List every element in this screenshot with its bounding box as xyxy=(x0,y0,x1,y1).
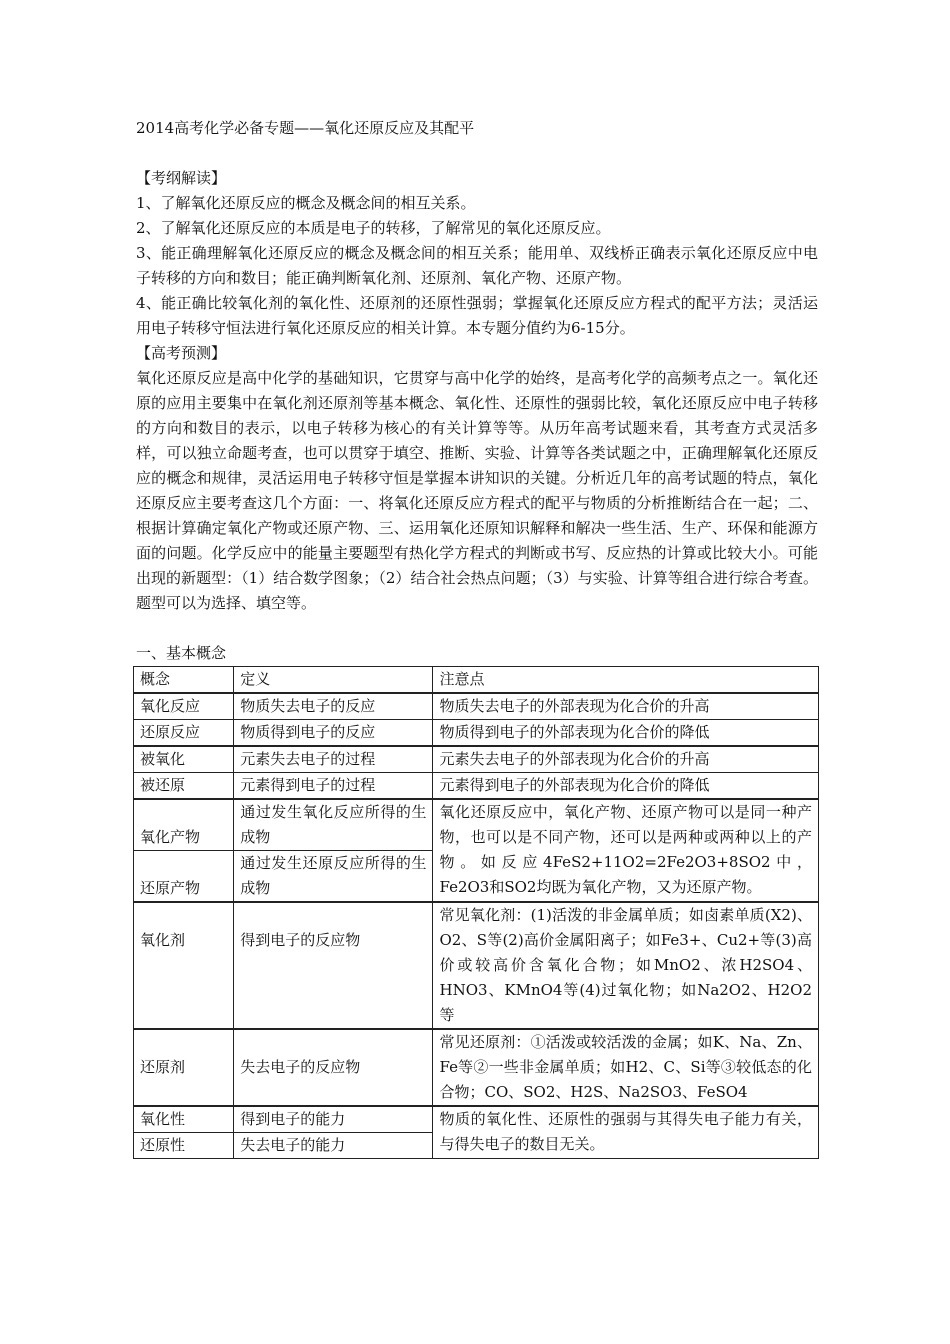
concepts-table xyxy=(133,666,819,1159)
note-cell: 常见还原剂：①活泼或较活泼的金属；如K、Na、Zn、Fe等②一些非金属单质；如H2、C、Si等③较低态的化合物；CO、SO2、H2S、Na2SO3、FeSO4 xyxy=(433,1029,819,1106)
outline-heading: 【考纲解读】 xyxy=(136,169,227,187)
definition-cell: 失去电子的能力 xyxy=(234,1133,433,1159)
outline-item: 3、能正确理解氧化还原反应的概念及概念间的相互关系；能用单、双线桥正确表示氧化还原反应中电子转移的方向和数目；能正确判断氧化剂、还原剂、氧化产物、还原产物。 xyxy=(136,244,818,287)
table-row xyxy=(134,773,819,800)
blank-line xyxy=(136,141,818,166)
definition-cell: 失去电子的反应物 xyxy=(234,1029,433,1106)
concept-cell: 被还原 xyxy=(134,773,234,800)
definition-cell: 得到电子的反应物 xyxy=(234,902,433,1029)
definition-cell: 元素失去电子的过程 xyxy=(234,746,433,773)
note-cell: 物质失去电子的外部表现为化合价的升高 xyxy=(433,693,819,720)
concept-cell: 氧化剂 xyxy=(134,902,234,1029)
table-row xyxy=(134,720,819,747)
concept-cell: 还原剂 xyxy=(134,1029,234,1106)
table-row xyxy=(134,746,819,773)
definition-cell: 物质失去电子的反应 xyxy=(234,693,433,720)
document-title: 2014高考化学必备专题——氧化还原反应及其配平 xyxy=(136,119,475,137)
concept-cell: 氧化反应 xyxy=(134,693,234,720)
note-cell: 物质的氧化性、还原性的强弱与其得失电子能力有关，与得失电子的数目无关。 xyxy=(433,1106,819,1159)
definition-cell: 通过发生还原反应所得的生成物 xyxy=(234,851,433,903)
table-header-cell: 定义 xyxy=(234,667,433,694)
table-row xyxy=(134,693,819,720)
definition-cell: 通过发生氧化反应所得的生成物 xyxy=(234,799,433,851)
note-cell: 元素得到电子的外部表现为化合价的降低 xyxy=(433,773,819,800)
definition-cell: 元素得到电子的过程 xyxy=(234,773,433,800)
table-title: 一、基本概念 xyxy=(136,644,227,662)
note-cell: 物质得到电子的外部表现为化合价的降低 xyxy=(433,720,819,747)
table-row xyxy=(134,799,819,851)
outline-item: 2、了解氧化还原反应的本质是电子的转移，了解常见的氧化还原反应。 xyxy=(136,219,611,237)
concept-cell: 还原产物 xyxy=(134,851,234,903)
note-cell: 常见氧化剂：(1)活泼的非金属单质；如卤素单质(X2)、O2、S等(2)高价金属阳离子；如Fe3+、Cu2+等(3)高价或较高价含氧化合物；如MnO2、浓H2SO4、HNO3、KMnO4等(4)过氧化物；如Na2O2、H2O2等 xyxy=(433,902,819,1029)
definition-cell: 得到电子的能力 xyxy=(234,1106,433,1133)
table-header-cell: 概念 xyxy=(134,667,234,694)
forecast-heading: 【高考预测】 xyxy=(136,344,227,362)
definition-cell: 物质得到电子的反应 xyxy=(234,720,433,747)
note-cell: 元素失去电子的外部表现为化合价的升高 xyxy=(433,746,819,773)
concept-cell: 还原反应 xyxy=(134,720,234,747)
concept-cell: 被氧化 xyxy=(134,746,234,773)
table-row xyxy=(134,1106,819,1133)
table-row xyxy=(134,902,819,1029)
outline-item: 1、了解氧化还原反应的概念及概念间的相互关系。 xyxy=(136,194,476,212)
concept-cell: 还原性 xyxy=(134,1133,234,1159)
forecast-text: 氧化还原反应是高中化学的基础知识，它贯穿与高中化学的始终，是高考化学的高频考点之一。氧化还原的应用主要集中在氧化剂还原剂等基本概念、氧化性、还原性的强弱比较，氧化还原反应中电子转移的方向和数目的表示，以电子转移为核心的有关计算等等。从历年高考试题来看，其考查方式灵活多样，可以独立命题考查，也可以贯穿于填空、推断、实验、计算等各类试题之中，正确理解氧化还原反应的概念和规律，灵活运用电子转移守恒是掌握本讲知识的关键。分析近几年的高考试题的特点，氧化还原反应主要考查这几个方面：一、将氧化还原反应方程式的配平与物质的分析推断结合在一起；二、根据计算确定氧化产物或还原产物、三、运用氧化还原知识解释和解决一些生活、生产、环保和能源方面的问题。化学反应中的能量主要题型有热化学方程式的判断或书写、反应热的计算或比较大小。可能出现的新题型：（1）结合数学图象；（2）结合社会热点问题；（3）与实验、计算等组合进行综合考查。题型可以为选择、填空等。 xyxy=(136,369,818,612)
outline-item: 4、能正确比较氧化剂的氧化性、还原剂的还原性强弱；掌握氧化还原反应方程式的配平方法；灵活运用电子转移守恒法进行氧化还原反应的相关计算。本专题分值约为6-15分。 xyxy=(136,294,818,337)
note-cell: 氧化还原反应中，氧化产物、还原产物可以是同一种产物，也可以是不同产物，还可以是两种或两种以上的产物。如反应4FeS2+11O2=2Fe2O3+8SO2中，Fe2O3和SO2均既为氧化产物，又为还原产物。 xyxy=(433,799,819,902)
table-row xyxy=(134,1029,819,1106)
concept-cell: 氧化性 xyxy=(134,1106,234,1133)
table-header-cell: 注意点 xyxy=(433,667,819,694)
document-page xyxy=(136,116,818,1159)
table-header-row xyxy=(134,667,819,694)
concept-cell: 氧化产物 xyxy=(134,799,234,851)
